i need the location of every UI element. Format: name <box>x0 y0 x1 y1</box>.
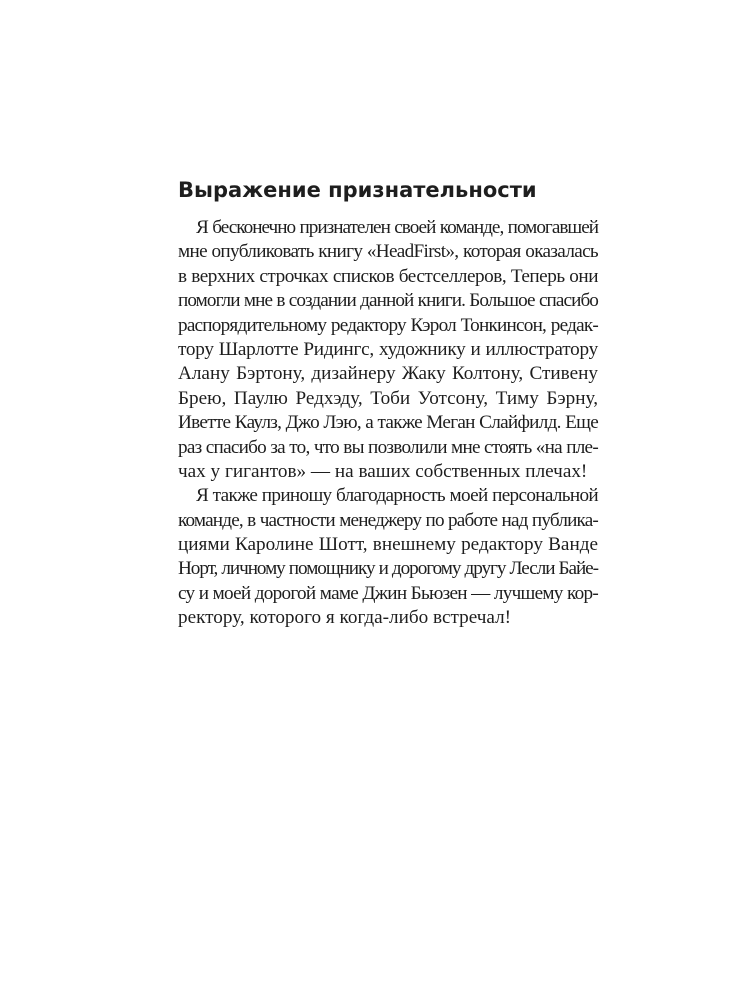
text-line: су и моей дорогой маме Джин Бьюзен — лучшему кор- <box>178 582 598 604</box>
section-heading: Выражение признательности <box>178 178 537 202</box>
text-line: в верхних строчках списков бестселлеров, Теперь они <box>178 265 598 287</box>
text-line: раз спасибо за то, что вы позволили мне стоять «на пле- <box>178 436 598 458</box>
text-line: циями Каролине Шотт, внешнему редактору Ванде <box>178 534 598 556</box>
paragraph-2 <box>178 484 598 630</box>
text-line: мне опубликовать книгу «HeadFirst», которая оказалась <box>178 241 598 263</box>
body-text <box>178 216 598 631</box>
text-line: распорядительному редактору Кэрол Тонкинсон, редак- <box>178 314 598 336</box>
text-line: чах у гигантов» — на ваших собственных плечах! <box>178 460 588 482</box>
text-line: Я бесконечно признателен своей команде, помогавшей <box>196 217 598 238</box>
text-line: тору Шарлотте Ридингс, художнику и иллюстратору <box>178 338 598 360</box>
text-line: Я также приношу благодарность моей персональной <box>196 485 598 507</box>
text-line: команде, в частности менеджеру по работе над публика- <box>178 509 598 531</box>
text-line: помогли мне в создании данной книги. Большое спасибо <box>178 290 598 312</box>
text-line: Иветте Каулз, Джо Лэю, а также Меган Слайфилд. Еще <box>178 412 598 434</box>
text-line: ректору, которого я когда-либо встречал! <box>178 607 512 629</box>
text-line: Норт, личному помощнику и дорогому другу Лесли Байе- <box>178 558 598 580</box>
text-line: Алану Бэртону, дизайнеру Жаку Колтону, Стивену <box>178 363 598 385</box>
paragraph-1 <box>178 216 598 484</box>
text-line: Брею, Паулю Редхэду, Тоби Уотсону, Тиму Бэрну, <box>178 387 598 409</box>
